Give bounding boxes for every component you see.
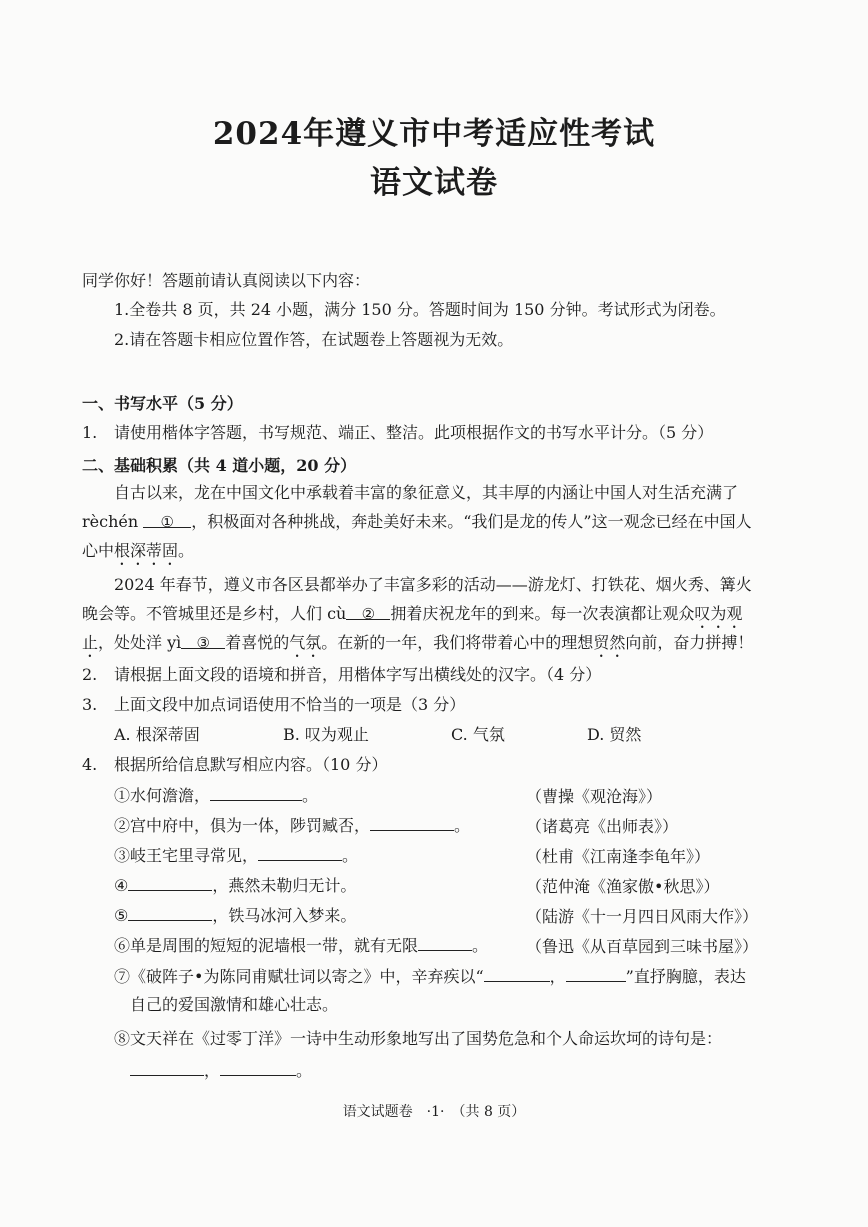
dotted-word-a: 根深蒂固 — [114, 541, 179, 560]
recite-item-8-line-1: ⑧文天祥在《过零丁洋》一诗中生动形象地写出了国势危急和个人命运坎坷的诗句是： — [114, 1029, 723, 1048]
question-3-text: 上面文段中加点词语使用不恰当的一项是（3 分） — [114, 695, 466, 714]
recite-item-2: ②宫中府中，俱为一体，陟罚臧否， 。 — [114, 816, 471, 835]
question-3-number: 3. — [82, 695, 98, 714]
notice-item-2: 2.请在答题卡相应位置作答，在试题卷上答题视为无效。 — [114, 330, 514, 349]
blank-1: ① — [143, 511, 191, 528]
section-2-heading: 二、基础积累（共 4 道小题，20 分） — [82, 456, 357, 475]
dotted-word-c: 气氛 — [289, 633, 322, 652]
passage-1-line-2: rèchén ① ，积极面对各种挑战，奔赴美好未来。“我们是龙的传人”这一观念已经在中国人 — [82, 512, 752, 531]
passage-1-line-1: 自古以来，龙在中国文化中承载着丰富的象征意义，其丰厚的内涵让中国人对生活充满了 — [114, 483, 739, 502]
option-d: D. 贸然 — [587, 725, 642, 744]
question-1-text: 请使用楷体字答题，书写规范、端正、整洁。此项根据作文的书写水平计分。（5 分） — [114, 423, 714, 442]
option-a: A. 根深蒂固 — [114, 725, 200, 744]
dotted-word-d: 贸然 — [593, 633, 626, 652]
recite-item-5: ⑤ ，铁马冰河入梦来。 — [114, 906, 357, 925]
notice-intro: 同学你好！答题前请认真阅读以下内容： — [82, 271, 371, 290]
exam-title: 2024年遵义市中考适应性考试 — [212, 116, 656, 152]
recite-source-3: （杜甫《江南逢李龟年》） — [526, 847, 711, 866]
recite-item-7-line-2: 自己的爱国激情和雄心壮志。 — [130, 995, 339, 1014]
recite-source-1: （曹操《观沧海》） — [526, 787, 663, 806]
recite-item-6: ⑥单是周围的短短的泥墙根一带，就有无限 。 — [114, 936, 489, 955]
pinyin-rechen: rèchén — [82, 512, 139, 531]
passage-2-line-2: 晚会等。不管城里还是乡村，人们 cù ② 拥着庆祝龙年的到来。每一次表演都让观众叹为观 — [82, 604, 743, 623]
recite-item-3: ③岐王宅里寻常见， 。 — [114, 846, 359, 865]
question-4-number: 4. — [82, 755, 98, 774]
option-b: B. 叹为观止 — [283, 725, 369, 744]
option-c: C. 气氛 — [451, 725, 505, 744]
page-footer: 语文试题卷 ·1· （共 8 页） — [342, 1104, 526, 1120]
passage-2-line-3: 止，处处洋 yì ③ 着喜悦的气氛。在新的一年，我们将带着心中的理想贸然向前，奋力拼搏！ — [82, 633, 754, 652]
passage-1-line-3: 心中根深蒂固。 — [82, 541, 195, 560]
section-1-heading: 一、书写水平（5 分） — [82, 394, 243, 413]
question-1-number: 1. — [82, 423, 98, 442]
question-2-number: 2. — [82, 665, 98, 684]
recite-source-5: （陆游《十一月四日风雨大作》） — [526, 907, 759, 926]
exam-subject-title: 语文试卷 — [370, 165, 498, 201]
question-2-text: 请根据上面文段的语境和拼音，用楷体字写出横线处的汉字。（4 分） — [114, 665, 602, 684]
recite-source-2: （诸葛亮《出师表》） — [526, 817, 679, 836]
recite-item-7-line-1: ⑦《破阵子•为陈同甫赋壮词以寄之》中，辛弃疾以“ ， ”直抒胸臆，表达 — [114, 967, 746, 986]
recite-source-6: （鲁迅《从百草园到三味书屋》） — [526, 937, 759, 956]
recite-item-1: ①水何澹澹， 。 — [114, 786, 319, 805]
recite-source-4: （范仲淹《渔家傲•秋思》） — [526, 877, 720, 896]
passage-2-line-1: 2024 年春节，遵义市各区县都举办了丰富多彩的活动——游龙灯、打铁花、烟火秀、篝火 — [114, 575, 752, 594]
recite-item-4: ④ ，燕然未勒归无计。 — [114, 876, 357, 895]
question-4-text: 根据所给信息默写相应内容。（10 分） — [114, 755, 388, 774]
recite-item-8-line-2: ， 。 — [130, 1059, 312, 1082]
blank-3: ③ — [181, 632, 225, 649]
dotted-word-b: 叹为观 — [694, 604, 743, 623]
notice-item-1: 1.全卷共 8 页，共 24 小题，满分 150 分。答题时间为 150 分钟。考试形式为闭卷。 — [114, 300, 726, 319]
blank-2: ② — [346, 603, 390, 620]
